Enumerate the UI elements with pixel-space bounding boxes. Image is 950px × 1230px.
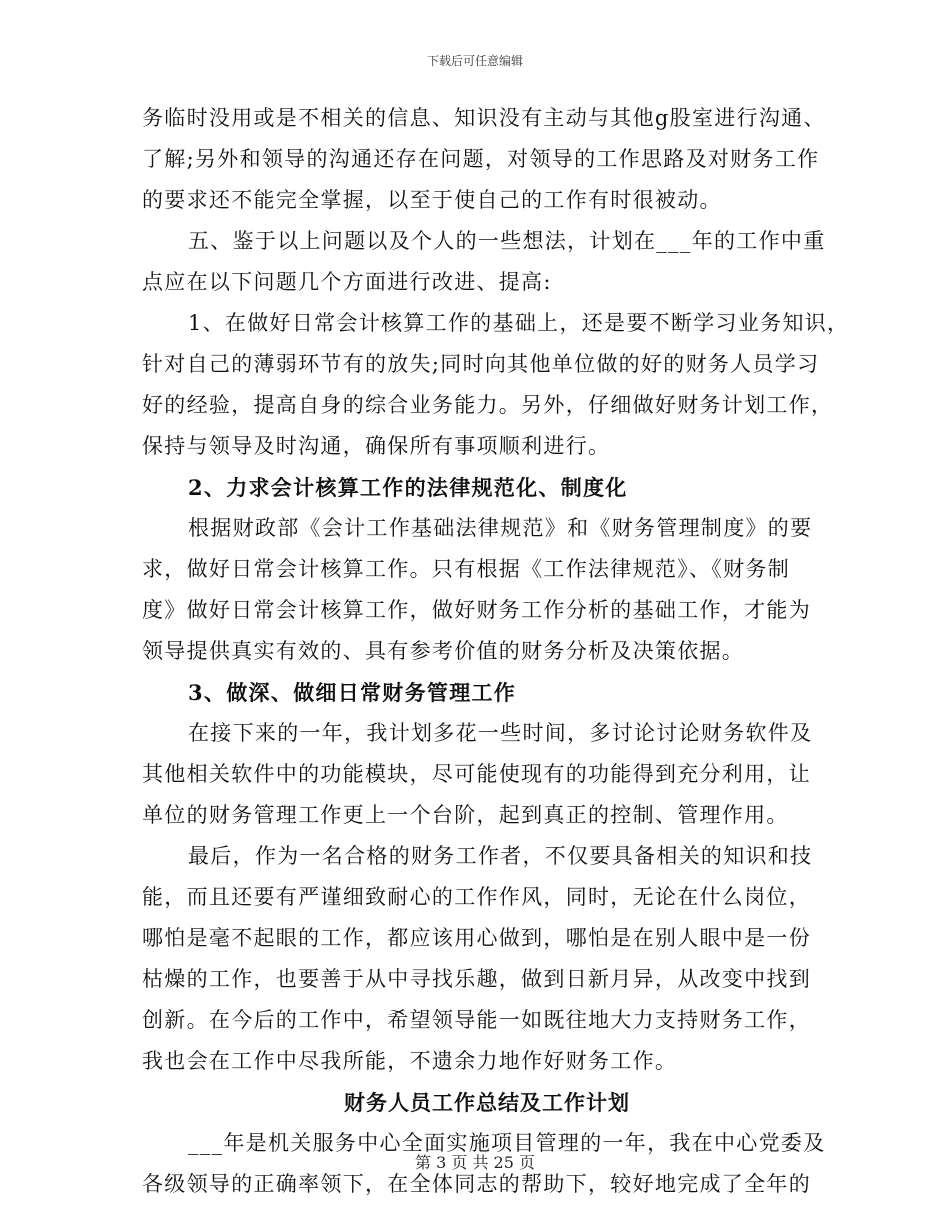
- paragraph-line: 的要求还不能完全掌握，以至于使自己的工作有时很被动。: [142, 188, 722, 212]
- paragraph-line: ___年是机关服务中心全面实施项目管理的一年，我在中心党委及: [188, 1131, 826, 1155]
- paragraph-line: 单位的财务管理工作更上一个台阶，起到真正的控制、管理作用。: [142, 803, 789, 827]
- paragraph-line: 在接下来的一年，我计划多花一些时间，多讨论讨论财务软件及: [188, 721, 813, 745]
- paragraph-line: 各级领导的正确率领下，在全体同志的帮助下，较好地完成了全年的: [142, 1172, 811, 1196]
- paragraph-line: 1、在做好日常会计核算工作的基础上，还是要不断学习业务知识，: [188, 311, 850, 335]
- paragraph-line: 了解;另外和领导的沟通还存在问题，对领导的工作思路及对财务工作: [142, 147, 820, 171]
- paragraph-line: 根据财政部《会计工作基础法律规范》和《财务管理制度》的要: [188, 516, 813, 540]
- paragraph-line: 度》做好日常会计核算工作，做好财务工作分析的基础工作，才能为: [142, 598, 811, 622]
- paragraph-line: 务临时没用或是不相关的信息、知识没有主动与其他g股室进行沟通、: [142, 106, 826, 130]
- paragraph-line: 哪怕是毫不起眼的工作，都应该用心做到，哪怕是在别人眼中是一份: [142, 926, 811, 950]
- paragraph-line: 我也会在工作中尽我所能，不遗余力地作好财务工作。: [142, 1049, 678, 1073]
- document-body: [142, 98, 850, 1205]
- paragraph-line: 求，做好日常会计核算工作。只有根据《工作法律规范》、《财务制: [142, 557, 790, 581]
- paragraph-line: 五、鉴于以上问题以及个人的一些想法，计划在___年的工作中重: [188, 229, 826, 253]
- page-number: 第 3 页 共 25 页: [415, 1153, 535, 1172]
- section-heading: 3、做深、做细日常财务管理工作: [188, 680, 517, 705]
- document-title: 财务人员工作总结及工作计划: [344, 1090, 630, 1115]
- paragraph-line: 能，而且还要有严谨细致耐心的工作作风，同时，无论在什么岗位，: [142, 885, 811, 909]
- paragraph-line: 枯燥的工作，也要善于从中寻找乐趣，做到日新月异，从改变中找到: [142, 967, 811, 991]
- paragraph-line: 保持与领导及时沟通，确保所有事项顺利进行。: [142, 434, 611, 458]
- page-header: 下载后可任意编辑: [426, 54, 523, 68]
- paragraph-line: 最后，作为一名合格的财务工作者，不仅要具备相关的知识和技: [188, 844, 813, 868]
- paragraph-line: 其他相关软件中的功能模块，尽可能使现有的功能得到充分利用，让: [142, 762, 811, 786]
- paragraph-line: 好的经验，提高自身的综合业务能力。另外，仔细做好财务计划工作，: [142, 393, 834, 417]
- paragraph-line: 领导提供真实有效的、具有参考价值的财务分析及决策依据。: [142, 639, 745, 663]
- section-heading: 2、力求会计核算工作的法律规范化、制度化: [188, 475, 628, 500]
- paragraph-line: 针对自己的薄弱环节有的放失;同时向其他单位做的好的财务人员学习: [142, 352, 820, 376]
- paragraph-line: 创新。在今后的工作中，希望领导能一如既往地大力支持财务工作，: [142, 1008, 811, 1032]
- paragraph-line: 点应在以下问题几个方面进行改进、提高:: [142, 270, 552, 294]
